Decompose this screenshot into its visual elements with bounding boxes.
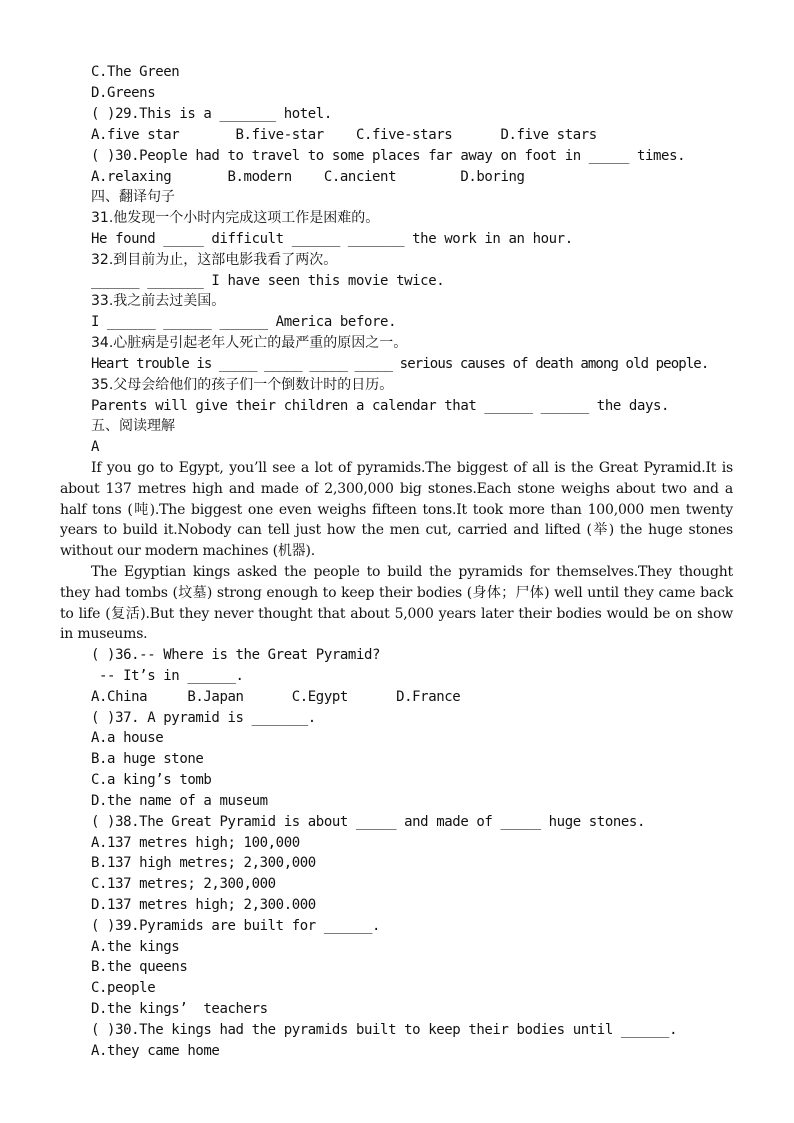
question-line: -- It’s in ______. <box>91 668 244 684</box>
question-line: ( )38.The Great Pyramid is about _____ and made of _____ huge stones. <box>91 814 645 830</box>
option-line: D.the kings’ teachers <box>91 1001 268 1017</box>
reading-passage <box>60 458 733 645</box>
passage-paragraph: If you go to Egypt, you’ll see a lot of pyramids.The biggest of all is the Great Pyramid.It is about 137 metres high and made of 2,300,000 big stones.Each stone weighs about two and a half tons (吨).The biggest one even weighs fifteen tons.It took more than 100,000 men twenty years to build it.Nobody can tell just how the men cut, carried and lifted (举) the huge stones without our modern machines (机器). <box>60 460 733 560</box>
option-line: C.137 metres; 2,300,000 <box>91 876 276 892</box>
question-line: ( )30.People had to travel to some places far away on foot in _____ times. <box>91 148 686 164</box>
option-line: C.a king’s tomb <box>91 772 212 788</box>
option-line: D.Greens <box>91 85 156 101</box>
translation-answer-line: He found _____ difficult ______ _______ the work in an hour. <box>91 231 573 247</box>
passage-label: A <box>91 439 100 455</box>
option-line: D.137 metres high; 2,300.000 <box>91 897 316 913</box>
translation-answer-line: Heart trouble is _____ _____ _____ _____ serious causes of death among old people. <box>91 356 709 372</box>
option-line: B.137 high metres; 2,300,000 <box>91 855 316 871</box>
question-line: ( )30.The kings had the pyramids built to keep their bodies until ______. <box>91 1022 678 1038</box>
translation-prompt: 34.心脏病是引起老年人死亡的最严重的原因之一。 <box>91 335 408 351</box>
option-line: C.The Green <box>91 64 180 80</box>
translation-answer-line: ______ _______ I have seen this movie twice. <box>91 273 445 289</box>
translation-answer-line: I ______ ______ ______ America before. <box>91 314 397 330</box>
option-line: A.they came home <box>91 1043 220 1059</box>
question-line: ( )37. A pyramid is _______. <box>91 710 316 726</box>
option-line: A.a house <box>91 730 164 746</box>
option-line: C.people <box>91 980 156 996</box>
question-line: ( )39.Pyramids are built for ______. <box>91 918 381 934</box>
option-line: A.137 metres high; 100,000 <box>91 835 300 851</box>
options-line: A.five star B.five-star C.five-stars D.five stars <box>91 127 597 143</box>
translation-answer-line: Parents will give their children a calendar that ______ ______ the days. <box>91 398 670 414</box>
passage-paragraph: The Egyptian kings asked the people to build the pyramids for themselves.They thought they had tombs (坟墓) strong enough to keep their bodies (身体；尸体) well until they came back to life (复活).But they never thought that about 5,000 years later their bodies would be on show in museums. <box>60 563 733 643</box>
question-line: ( )36.-- Where is the Great Pyramid? <box>91 647 381 663</box>
section-heading: 四、翻译句子 <box>91 189 175 205</box>
translation-prompt: 32.到目前为止，这部电影我看了两次。 <box>91 252 338 268</box>
options-line: A.relaxing B.modern C.ancient D.boring <box>91 169 525 185</box>
option-line: B.the queens <box>91 959 188 975</box>
option-line: D.the name of a museum <box>91 793 268 809</box>
translation-prompt: 35.父母会给他们的孩子们一个倒数计时的日历。 <box>91 377 394 393</box>
section-heading: 五、阅读理解 <box>91 418 175 434</box>
options-line: A.China B.Japan C.Egypt D.France <box>91 689 461 705</box>
translation-prompt: 33.我之前去过美国。 <box>91 293 226 309</box>
translation-prompt: 31.他发现一个小时内完成这项工作是困难的。 <box>91 210 380 226</box>
question-line: ( )29.This is a _______ hotel. <box>91 106 332 122</box>
option-line: A.the kings <box>91 939 180 955</box>
option-line: B.a huge stone <box>91 751 204 767</box>
